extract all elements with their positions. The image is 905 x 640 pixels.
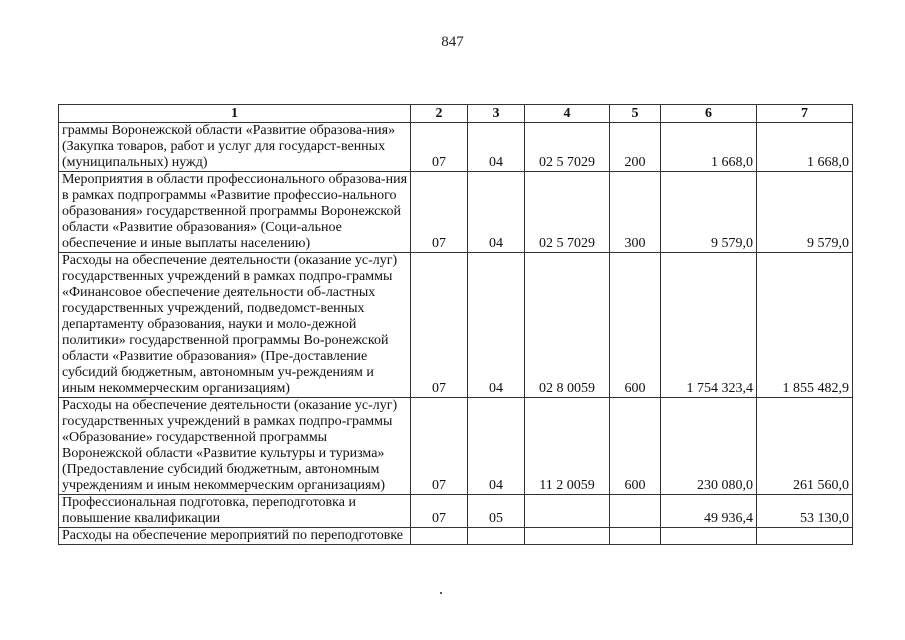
row-target-code: 02 8 0059: [525, 253, 610, 398]
column-header-3: 3: [468, 105, 525, 123]
budget-table: [58, 104, 853, 545]
column-header-2: 2: [411, 105, 468, 123]
row-expense-type: 600: [610, 398, 661, 495]
table-row: [59, 528, 853, 545]
row-amount-6: [661, 528, 757, 545]
table-row: [59, 495, 853, 528]
column-header-5: 5: [610, 105, 661, 123]
row-section: 07: [411, 123, 468, 172]
row-amount-7: 1 668,0: [757, 123, 853, 172]
row-amount-6: 9 579,0: [661, 172, 757, 253]
table-row: [59, 123, 853, 172]
row-expense-type: 600: [610, 253, 661, 398]
scan-dot: [440, 592, 442, 594]
row-target-code: 11 2 0059: [525, 398, 610, 495]
table-row: [59, 172, 853, 253]
row-amount-6: 230 080,0: [661, 398, 757, 495]
row-section: 07: [411, 495, 468, 528]
row-amount-7: 9 579,0: [757, 172, 853, 253]
page-number: 847: [441, 34, 464, 50]
row-target-code: 02 5 7029: [525, 123, 610, 172]
row-subsection: 04: [468, 172, 525, 253]
row-amount-6: 1 754 323,4: [661, 253, 757, 398]
row-description: Расходы на обеспечение деятельности (оказание ус-луг) государственных учреждений в рамках подпро-граммы «Образование» государственной программы Воронежской области «Развитие культуры и туризма» (Предоставление субсидий бюджетным, автономным учреждениям и иным некоммерческим организациям): [59, 398, 411, 495]
row-expense-type: [610, 495, 661, 528]
row-subsection: [468, 528, 525, 545]
header-row: [59, 105, 853, 123]
row-subsection: 04: [468, 253, 525, 398]
row-amount-7: [757, 528, 853, 545]
table-row: [59, 253, 853, 398]
row-section: 07: [411, 253, 468, 398]
row-description: Профессиональная подготовка, переподготовка и повышение квалификации: [59, 495, 411, 528]
row-description: Расходы на обеспечение мероприятий по переподготовке: [59, 528, 411, 545]
row-section: 07: [411, 172, 468, 253]
row-expense-type: 200: [610, 123, 661, 172]
row-description: граммы Воронежской области «Развитие образова-ния» (Закупка товаров, работ и услуг для государст-венных (муниципальных) нужд): [59, 123, 411, 172]
row-amount-7: 261 560,0: [757, 398, 853, 495]
row-subsection: 04: [468, 123, 525, 172]
column-header-1: 1: [59, 105, 411, 123]
row-amount-6: 49 936,4: [661, 495, 757, 528]
table-row: [59, 398, 853, 495]
row-section: 07: [411, 398, 468, 495]
column-header-7: 7: [757, 105, 853, 123]
row-target-code: 02 5 7029: [525, 172, 610, 253]
column-header-4: 4: [525, 105, 610, 123]
row-amount-7: 1 855 482,9: [757, 253, 853, 398]
row-section: [411, 528, 468, 545]
row-subsection: 04: [468, 398, 525, 495]
row-amount-6: 1 668,0: [661, 123, 757, 172]
row-target-code: [525, 528, 610, 545]
row-subsection: 05: [468, 495, 525, 528]
row-target-code: [525, 495, 610, 528]
row-expense-type: [610, 528, 661, 545]
row-description: Расходы на обеспечение деятельности (оказание ус-луг) государственных учреждений в рамках подпро-граммы «Финансовое обеспечение деятельности об-ластных государственных учреждений, подведомст-венных департаменту образования, науки и моло-дежной политики» государственной программы Во-ронежской области «Развитие образования» (Пре-доставление субсидий бюджетным, автономным уч-реждениям и иным некоммерческим организациям): [59, 253, 411, 398]
row-amount-7: 53 130,0: [757, 495, 853, 528]
column-header-6: 6: [661, 105, 757, 123]
row-description: Мероприятия в области профессионального образова-ния в рамках подпрограммы «Развитие профессио-нального образования» государственной программы Воронежской области «Развитие образования» (Соци-альное обеспечение и иные выплаты населению): [59, 172, 411, 253]
row-expense-type: 300: [610, 172, 661, 253]
